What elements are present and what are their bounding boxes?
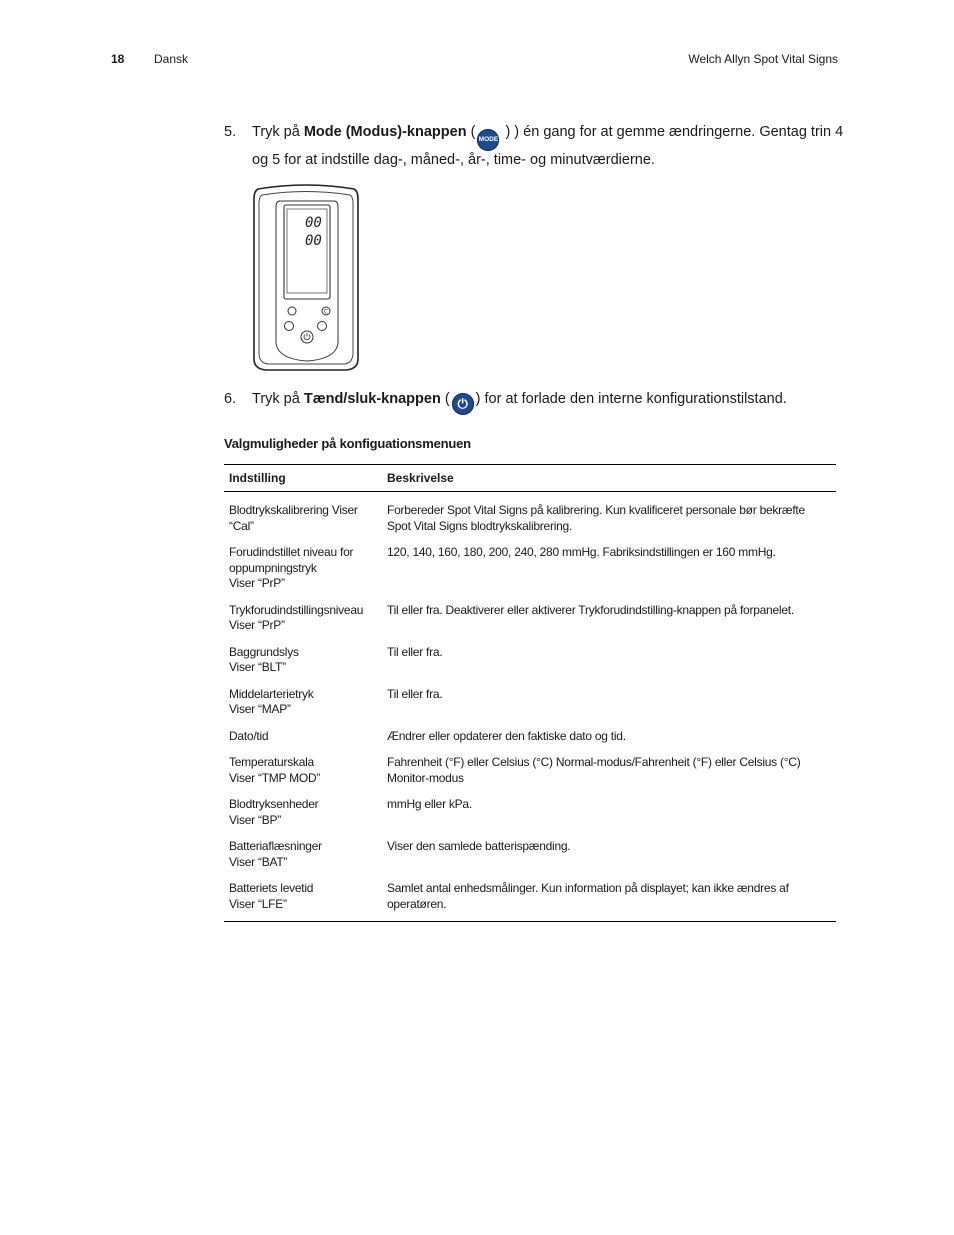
page-number: 18: [111, 52, 125, 66]
step-button-name: Tænd/sluk-knappen: [303, 391, 441, 407]
table-row: [224, 755, 836, 786]
device-display-digits-top: 00: [305, 215, 322, 231]
step-6: [224, 390, 844, 415]
page-language: Dansk: [154, 52, 189, 66]
cell-setting: [224, 545, 387, 592]
cell-setting-line: Viser “BLT”: [229, 660, 286, 674]
table-row: [224, 503, 836, 534]
cell-setting-line: Viser “BAT”: [229, 854, 288, 869]
step-suffix: ) for at forlade den interne konfigurationstilstand.: [475, 391, 787, 407]
cell-setting-line: Forudindstillet niveau for: [229, 545, 354, 559]
cell-setting: [224, 797, 387, 828]
step-prefix: Tryk på: [252, 124, 304, 140]
step-suffix: ) ) én gang for at gemme ændringerne. Gentag trin 4 og 5 for at indstille dag-, måned-, år-, time- og minutværdierne.: [252, 124, 844, 168]
cell-description: [387, 755, 836, 786]
cell-description-line: Viser den samlede batterispænding.: [387, 839, 571, 853]
table-row: [224, 881, 836, 912]
cell-description: [387, 881, 836, 912]
cell-description: [387, 797, 836, 828]
cell-description: [387, 603, 836, 634]
cell-setting: [224, 645, 387, 676]
config-menu-table: [224, 464, 836, 922]
cell-description-line: Til eller fra.: [387, 644, 443, 659]
cell-setting: [224, 839, 387, 870]
page-product-title: Welch Allyn Spot Vital Signs: [688, 52, 838, 66]
device-c-label: C: [323, 308, 329, 316]
step-paren: (: [466, 124, 476, 140]
table-row: [224, 545, 836, 592]
step-number: 5.: [224, 124, 237, 140]
device-button-mid-left: [285, 322, 294, 331]
cell-description: [387, 545, 836, 592]
cell-setting: [224, 503, 387, 534]
cell-setting-line: Blodtryksenheder: [229, 797, 319, 811]
cell-setting: [224, 687, 387, 718]
power-button-icon: ⏻: [452, 393, 474, 415]
cell-description-line: Til eller fra. Deaktiverer eller aktiverer Trykforudindstilling-knappen på forpanelet.: [387, 602, 794, 617]
cell-setting: [224, 881, 387, 912]
column-header-setting: Indstilling: [229, 471, 286, 485]
table-body: [224, 492, 836, 921]
cell-description: [387, 645, 836, 676]
cell-setting-line: Batteriets levetid: [229, 881, 314, 895]
cell-setting-line: Viser “TMP MOD”: [229, 770, 321, 785]
table-header-row: [224, 465, 836, 492]
cell-setting-line: Viser “PrP”: [229, 576, 285, 590]
step-5: [224, 123, 844, 170]
cell-setting-line: Batteriaflæsninger: [229, 839, 322, 853]
cell-description-line: 120, 140, 160, 180, 200, 240, 280 mmHg. Fabriksindstillingen er 160 mmHg.: [387, 545, 776, 559]
table-title: Valgmuligheder på konfiguationsmenuen: [224, 436, 471, 451]
table-row: [224, 603, 836, 634]
step-prefix: Tryk på: [252, 391, 304, 407]
cell-description-line: mmHg eller kPa.: [387, 797, 472, 811]
cell-description-line: Spot Vital Signs blodtrykskalibrering.: [387, 518, 573, 533]
table-row: [224, 645, 836, 676]
cell-description: [387, 729, 836, 745]
cell-setting: [224, 603, 387, 634]
table-row: [224, 729, 836, 745]
cell-description-line: Til eller fra.: [387, 686, 443, 701]
step-number: 6.: [224, 391, 237, 407]
cell-setting-line: Dato/tid: [229, 728, 269, 743]
table-row: [224, 839, 836, 870]
cell-setting-line: Blodtrykskalibrering Viser: [229, 503, 358, 517]
cell-setting-line: Viser “BP”: [229, 812, 281, 827]
table-row: [224, 797, 836, 828]
cell-setting-line: Viser “MAP”: [229, 702, 291, 716]
cell-description-line: Forbereder Spot Vital Signs på kalibrering. Kun kvalificeret personale bør bekræfte: [387, 503, 805, 517]
device-button-mid-right: [318, 322, 327, 331]
table-row: [224, 687, 836, 718]
device-button-top-left: [288, 307, 296, 315]
cell-setting-line: Middelarterietryk: [229, 686, 314, 701]
device-power-button: [301, 331, 313, 343]
device-illustration: [250, 183, 362, 373]
step-button-name: Mode (Modus)-knappen: [303, 124, 467, 140]
cell-setting-line: oppumpningstryk: [229, 560, 317, 575]
column-header-description: Beskrivelse: [387, 471, 454, 485]
cell-description: [387, 839, 836, 870]
cell-description-line: Samlet antal enhedsmålinger. Kun information på displayet; kan ikke ændres af operatøren.: [387, 881, 789, 911]
mode-button-icon: MODE: [477, 129, 499, 151]
cell-setting: [224, 729, 387, 745]
cell-setting-line: Viser “LFE”: [229, 896, 287, 911]
cell-description: [387, 503, 836, 534]
cell-description-line: Ændrer eller opdaterer den faktiske dato og tid.: [387, 728, 626, 743]
device-display-digits-bottom: 00: [305, 233, 322, 249]
cell-description-line: Monitor-modus: [387, 770, 464, 785]
cell-setting-line: Trykforudindstillingsniveau: [229, 602, 364, 617]
cell-setting: [224, 755, 387, 786]
cell-setting-line: Temperaturskala: [229, 755, 314, 769]
cell-setting-line: “Cal”: [229, 518, 254, 533]
cell-description-line: Fahrenheit (°F) eller Celsius (°C) Normal-modus/Fahrenheit (°F) eller Celsius (°C): [387, 755, 801, 769]
cell-setting-line: Viser “PrP”: [229, 618, 285, 632]
step-paren: (: [440, 391, 450, 407]
cell-description: [387, 687, 836, 718]
cell-setting-line: Baggrundslys: [229, 644, 299, 659]
